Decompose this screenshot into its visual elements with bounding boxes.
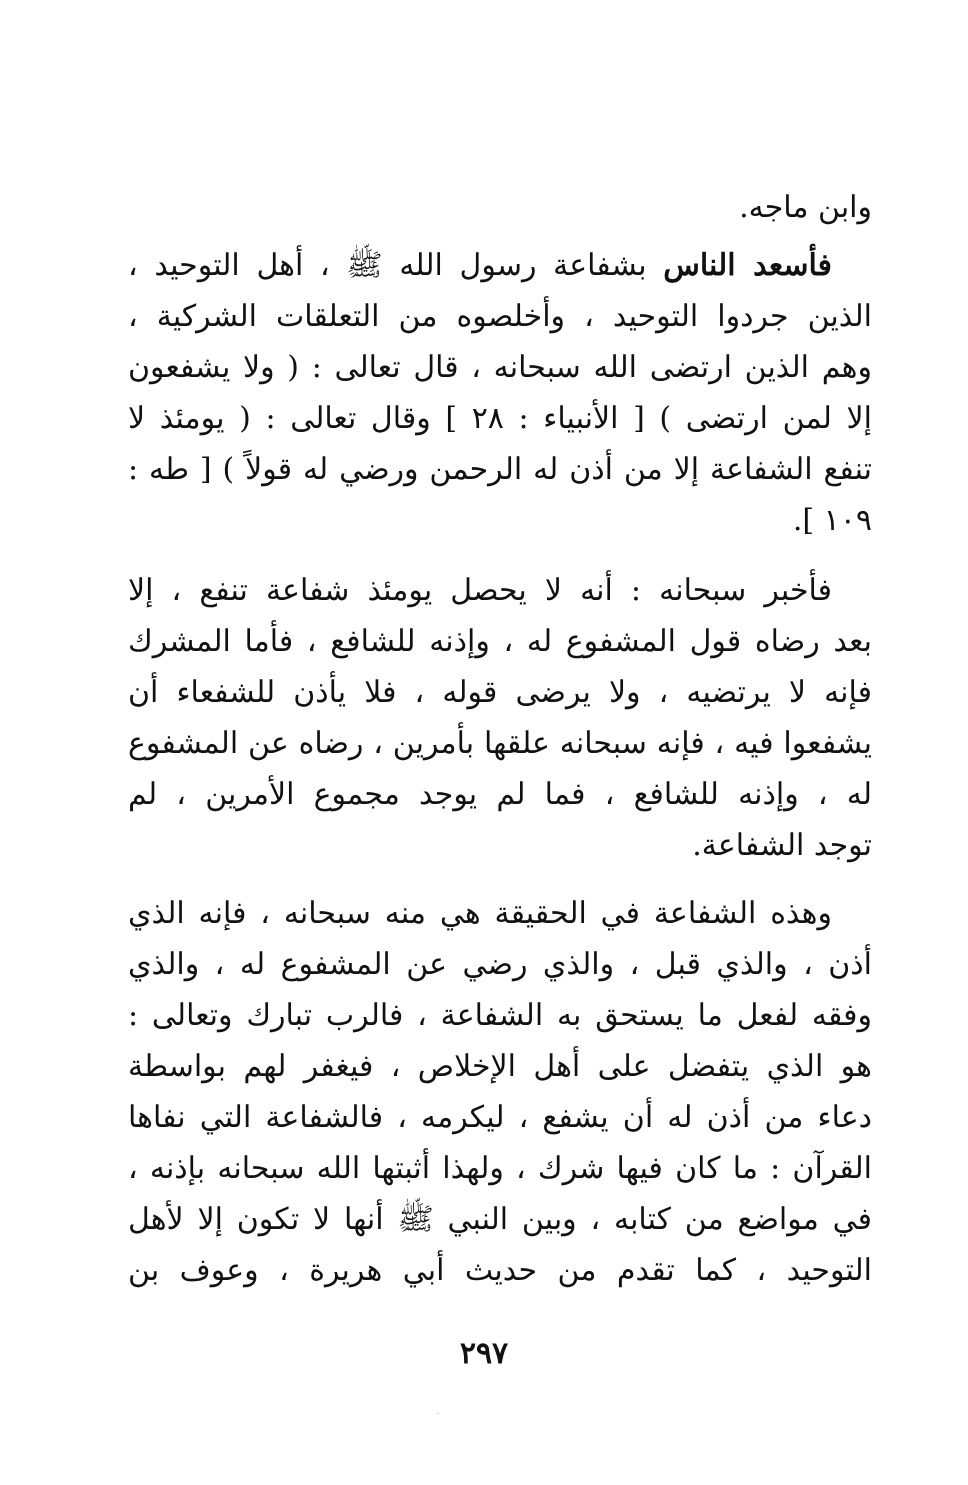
text-line: يشفعوا فيه ، فإنه سبحانه علقها بأمرين ، رضاه عن المشفوع (128, 726, 872, 761)
text-line: دعاء من أذن له أن يشفع ، ليكرمه ، فالشفاعة التي نفاها (128, 1100, 872, 1135)
text-line (128, 240, 872, 291)
text-line (128, 565, 872, 616)
intro-text (128, 182, 872, 233)
text-line-rest: بشفاعة رسول الله ﷺ ، أهل التوحيد ، (128, 248, 664, 283)
text-line: بعد رضاه قول المشفوع له ، وإذنه للشافع ، فأما المشرك (128, 624, 872, 659)
scan-speck (437, 1413, 439, 1414)
text-line: أذن ، والذي قبل ، والذي رضي عن المشفوع له ، والذي (128, 947, 872, 982)
text-line: وفقه لفعل ما يستحق به الشفاعة ، فالرب تبارك وتعالى : (128, 998, 872, 1033)
text-line-rest: فأخبر سبحانه : أنه لا يحصل يومئذ شفاعة تنفع ، إلا (128, 573, 832, 608)
paragraph-2 (128, 565, 872, 871)
text-line: له ، وإذنه للشافع ، فما لم يوجد مجموع الأمرين ، لم (128, 777, 872, 812)
text-line: إلا لمن ارتضى ) [ الأنبياء : ٢٨ ] وقال تعالى : ( يومئذ لا (128, 401, 872, 436)
text-line: وهم الذين ارتضى الله سبحانه ، قال تعالى : ( ولا يشفعون (128, 350, 872, 385)
text-line: فإنه لا يرتضيه ، ولا يرضى قوله ، فلا يأذن للشفعاء أن (128, 675, 872, 710)
text-line: تنفع الشفاعة إلا من أذن له الرحمن ورضي له قولاً ) [ طه : (128, 452, 872, 487)
text-line-rest: وهذه الشفاعة في الحقيقة هي منه سبحانه ، فإنه الذي (128, 896, 832, 931)
text-line (128, 888, 872, 939)
text-line: القرآن : ما كان فيها شرك ، ولهذا أثبتها الله سبحانه بإذنه ، (128, 1151, 872, 1186)
paragraph-3 (128, 888, 872, 1296)
paragraph-1 (128, 240, 872, 546)
text-line: ١٠٩ ]. (792, 503, 872, 538)
text-line: وابن ماجه. (739, 190, 872, 225)
text-line: التوحيد ، كما تقدم من حديث أبي هريرة ، وعوف بن (128, 1253, 872, 1288)
text-line: توجد الشفاعة. (692, 828, 872, 863)
text-line: في مواضع من كتابه ، وبين النبي ﷺ أنها لا تكون إلا لأهل (128, 1202, 872, 1237)
text-line: هو الذي يتفضل على أهل الإخلاص ، فيغفر لهم بواسطة (128, 1049, 872, 1084)
page-number: ٢٩٧ (459, 1336, 509, 1371)
bold-lead-phrase: فأسعد الناس (663, 248, 832, 283)
text-line: الذين جردوا التوحيد ، وأخلصوه من التعلقات الشركية ، (128, 299, 872, 334)
